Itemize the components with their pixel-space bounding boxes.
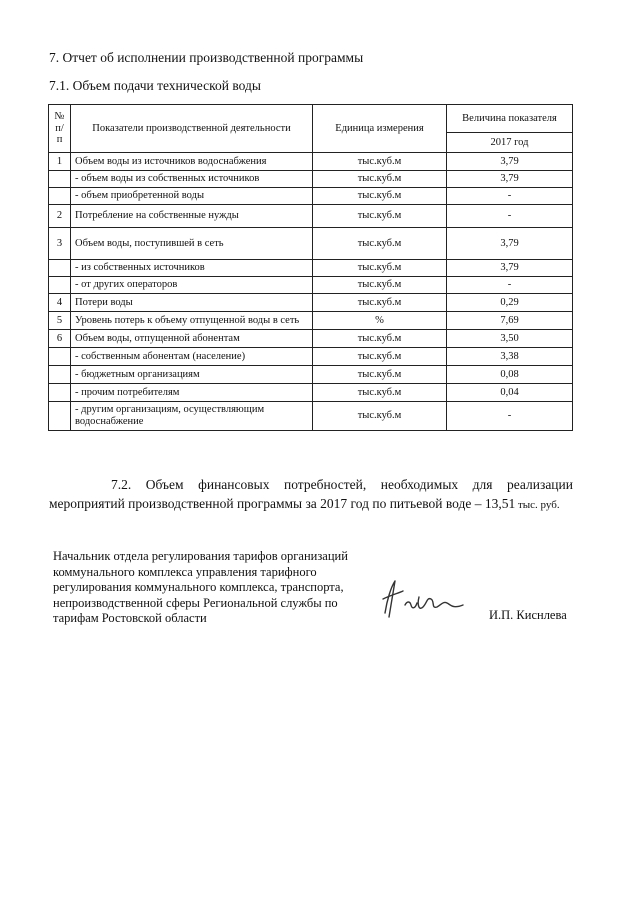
table-row (49, 402, 573, 431)
row-indicator: - прочим потребителям (71, 384, 313, 402)
row-unit: тыс.куб.м (313, 153, 447, 171)
row-indicator: - объем приобретенной воды (71, 188, 313, 205)
row-unit: тыс.куб.м (313, 260, 447, 277)
row-value: 0,04 (447, 384, 573, 402)
row-unit: тыс.куб.м (313, 348, 447, 366)
row-num: 3 (49, 228, 71, 260)
table-row (49, 153, 573, 171)
row-value: 3,79 (447, 153, 573, 171)
table-row (49, 188, 573, 205)
header-unit: Единица измерения (313, 105, 447, 153)
row-indicator: Объем воды, поступившей в сеть (71, 228, 313, 260)
section-title: 7. Отчет об исполнении производственной программы (49, 50, 364, 65)
row-indicator: Объем воды из источников водоснабжения (71, 153, 313, 171)
row-num (49, 277, 71, 294)
row-value: 3,79 (447, 228, 573, 260)
row-value: 3,79 (447, 260, 573, 277)
row-num: 1 (49, 153, 71, 171)
signatory-line: Начальник отдела регулирования тарифов организаций (53, 549, 348, 563)
row-num: 2 (49, 205, 71, 228)
row-unit: тыс.куб.м (313, 384, 447, 402)
row-num (49, 188, 71, 205)
row-unit: тыс.куб.м (313, 294, 447, 312)
row-value: - (447, 277, 573, 294)
row-indicator: Потребление на собственные нужды (71, 205, 313, 228)
handwritten-signature (377, 575, 467, 625)
row-value: - (447, 402, 573, 431)
row-indicator: - другим организациям, осуществляющим водоснабжение (71, 402, 313, 431)
signatory-position (53, 549, 373, 627)
row-num (49, 260, 71, 277)
table-row (49, 260, 573, 277)
table-row (49, 228, 573, 260)
table-row (49, 384, 573, 402)
row-unit: тыс.куб.м (313, 277, 447, 294)
row-value: 0,29 (447, 294, 573, 312)
row-indicator: - объем воды из собственных источников (71, 171, 313, 188)
row-indicator: Объем воды, отпущенной абонентам (71, 330, 313, 348)
row-num (49, 384, 71, 402)
signatory-line: коммунального комплекса управления тарифного (53, 564, 317, 579)
row-indicator: - из собственных источников (71, 260, 313, 277)
table-row (49, 348, 573, 366)
row-indicator: - бюджетным организациям (71, 366, 313, 384)
paragraph-unit: тыс. руб. (515, 499, 560, 511)
row-num: 4 (49, 294, 71, 312)
row-unit: тыс.куб.м (313, 330, 447, 348)
table-row (49, 205, 573, 228)
financial-needs-paragraph (49, 475, 573, 515)
header-value: Величина показателя (447, 105, 573, 133)
table-row (49, 312, 573, 330)
row-indicator: - от других операторов (71, 277, 313, 294)
indicators-table (48, 104, 573, 431)
row-value: - (447, 188, 573, 205)
row-num: 5 (49, 312, 71, 330)
row-unit: тыс.куб.м (313, 228, 447, 260)
table-row (49, 171, 573, 188)
row-num (49, 171, 71, 188)
row-num: 6 (49, 330, 71, 348)
row-value: 3,79 (447, 171, 573, 188)
row-value: - (447, 205, 573, 228)
row-num (49, 348, 71, 366)
row-value: 7,69 (447, 312, 573, 330)
row-unit: тыс.куб.м (313, 366, 447, 384)
row-value: 0,08 (447, 366, 573, 384)
header-indicator: Показатели производственной деятельности (71, 105, 313, 153)
table-row (49, 366, 573, 384)
row-unit: тыс.куб.м (313, 188, 447, 205)
paragraph-text: 7.2. Объем финансовых потребностей, необходимых для реализации мероприятий производственной программы за 2017 год по питьевой воде – 13,51 (49, 477, 573, 511)
header-num: № п/п (49, 105, 71, 153)
signatory-line: регулирования коммунального комплекса, транспорта, (53, 580, 344, 594)
row-value: 3,38 (447, 348, 573, 366)
table-row (49, 277, 573, 294)
row-indicator: Уровень потерь к объему отпущенной воды в сеть (71, 312, 313, 330)
row-unit: тыс.куб.м (313, 171, 447, 188)
signatory-line: тарифам Ростовской области (53, 611, 207, 625)
table-row (49, 330, 573, 348)
row-unit: тыс.куб.м (313, 205, 447, 228)
row-indicator: - собственным абонентам (население) (71, 348, 313, 366)
row-num (49, 366, 71, 384)
signatory-line: непроизводственной сферы Региональной службы по (53, 595, 338, 610)
subsection-title: 7.1. Объем подачи технической воды (49, 78, 261, 93)
row-unit: тыс.куб.м (313, 402, 447, 431)
table-row (49, 294, 573, 312)
row-indicator: Потери воды (71, 294, 313, 312)
row-num (49, 402, 71, 431)
row-value: 3,50 (447, 330, 573, 348)
signatory-name: И.П. Киснлева (489, 608, 567, 622)
row-unit: % (313, 312, 447, 330)
header-year: 2017 год (447, 133, 573, 153)
